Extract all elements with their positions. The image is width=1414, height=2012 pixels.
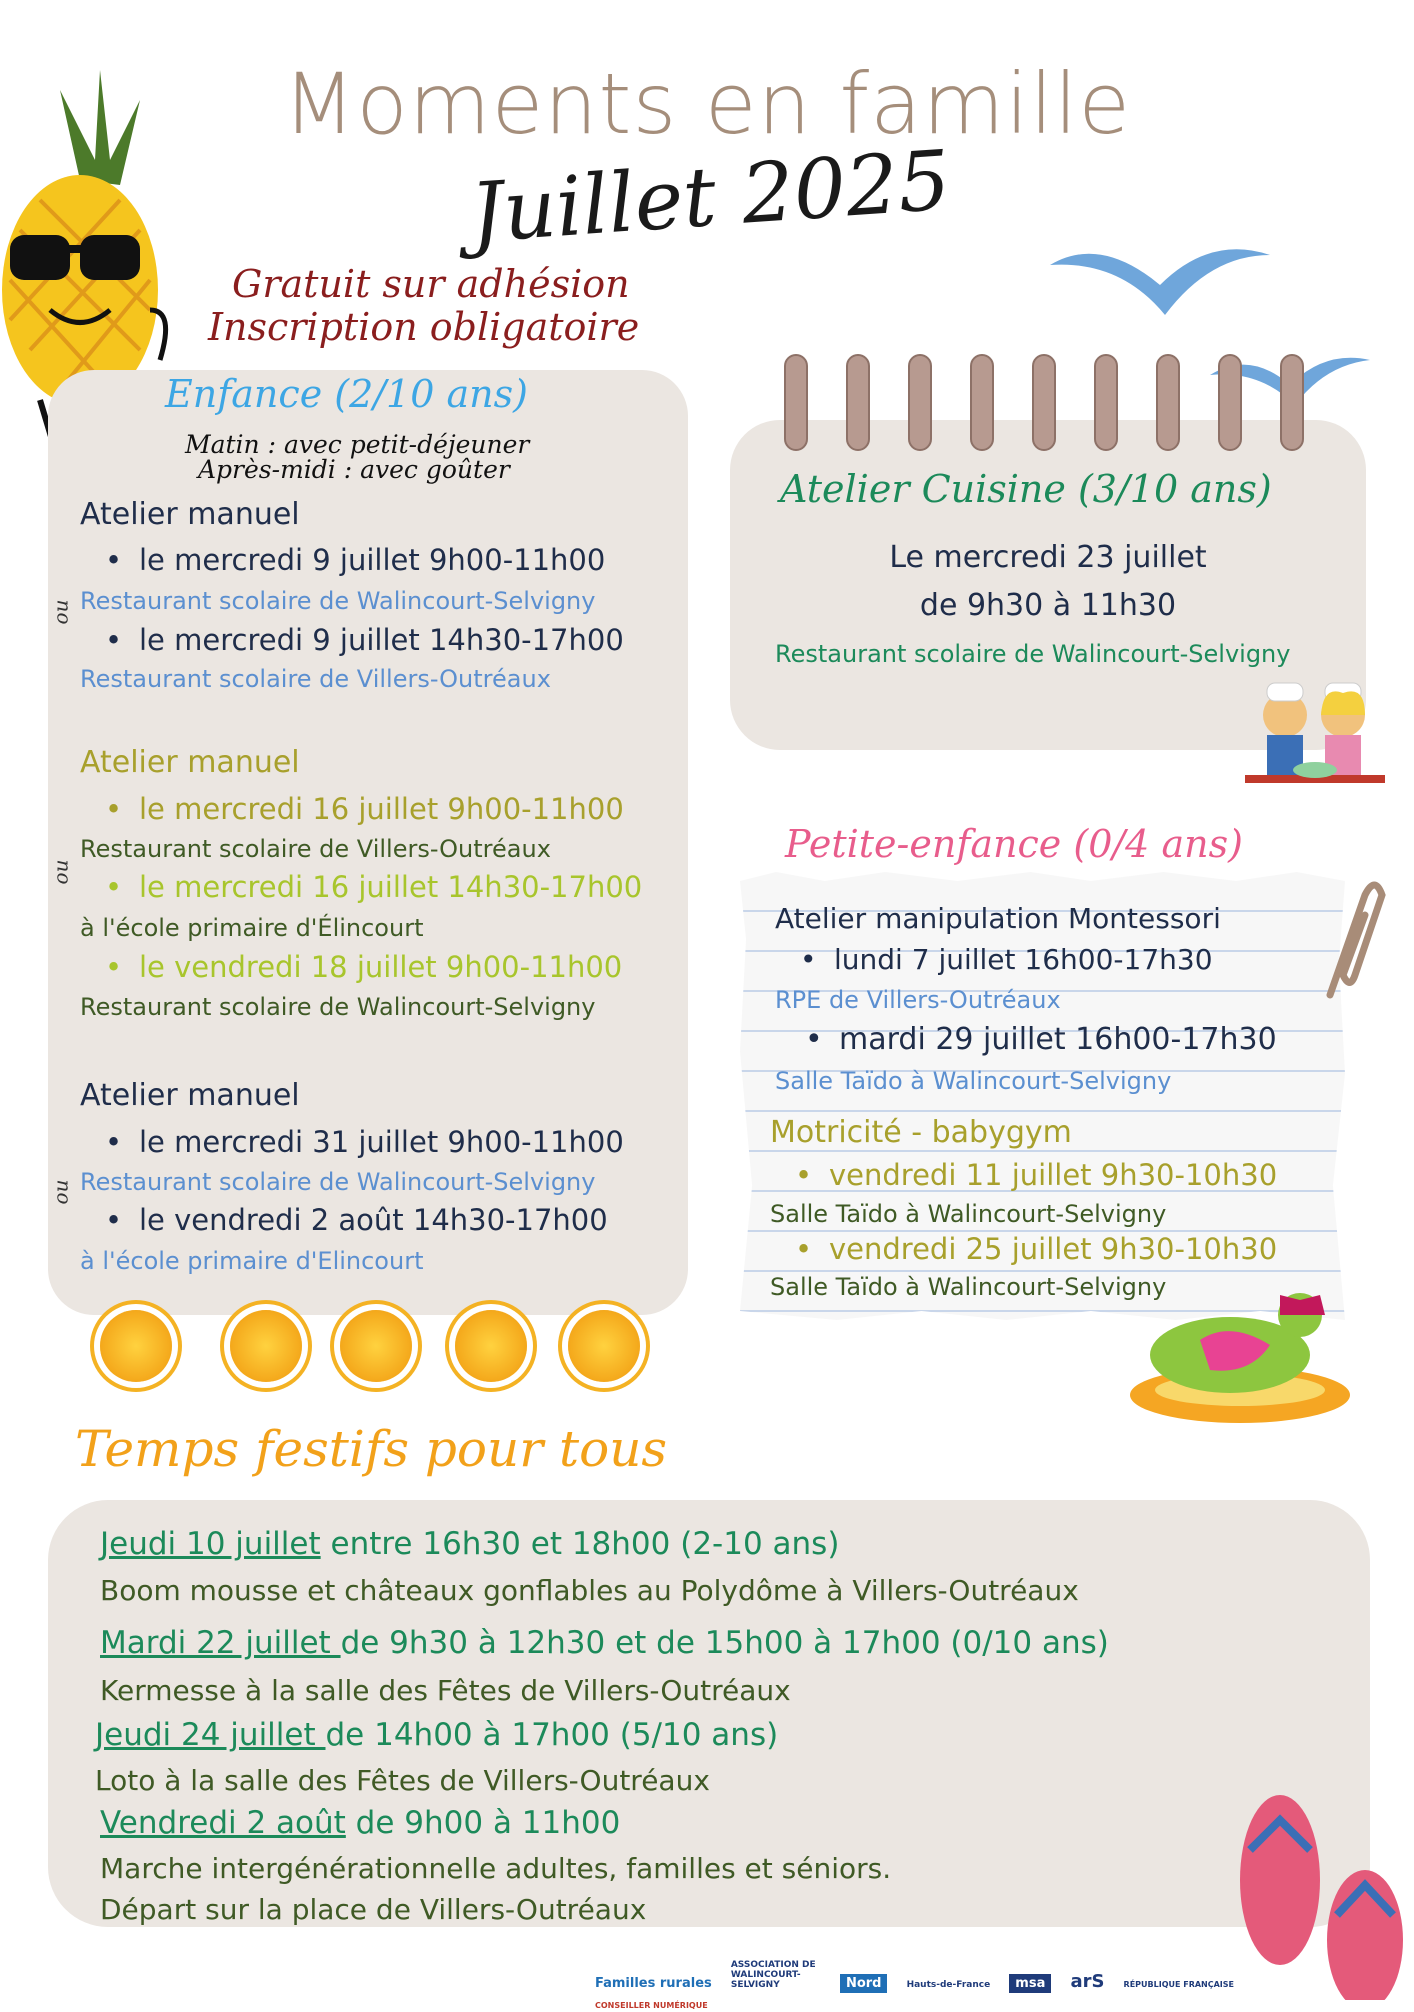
group3-item2-date: • le vendredi 2 août 14h30-17h00 xyxy=(105,1203,608,1237)
event1-line xyxy=(100,1526,839,1562)
babygym-place1: Salle Taïdo à Walincourt-Selvigny xyxy=(770,1200,1167,1228)
event3-desc: Loto à la salle des Fêtes de Villers-Outréaux xyxy=(95,1764,710,1797)
sun-icon xyxy=(100,1310,172,1382)
free-note: Gratuit sur adhésion xyxy=(232,262,630,306)
event2-time: de 9h30 à 12h30 et de 15h00 à 17h00 (0/10 ans) xyxy=(340,1625,1109,1661)
logo-nord: Nord xyxy=(840,1974,888,1993)
group2-item2-place: à l'école primaire d'Élincourt xyxy=(80,914,424,942)
group3-heading: Atelier manuel xyxy=(80,1078,300,1113)
event4-desc2: Départ sur la place de Villers-Outréaux xyxy=(100,1893,647,1926)
montessori-place1: RPE de Villers-Outréaux xyxy=(775,986,1061,1014)
enfance-note-morning: Matin : avec petit-déjeuner xyxy=(185,430,530,459)
event4-desc1: Marche intergénérationnelle adultes, familles et séniors. xyxy=(100,1852,892,1885)
event1-date: Jeudi 10 juillet xyxy=(100,1526,321,1562)
group1-heading: Atelier manuel xyxy=(80,497,300,532)
page-subtitle: Juillet 2025 xyxy=(467,133,954,262)
event3-time: de 14h00 à 17h00 (5/10 ans) xyxy=(325,1717,779,1753)
notepad-rings-icon xyxy=(775,350,1335,460)
festif-title: Temps festifs pour tous xyxy=(75,1420,668,1478)
cuisine-date: Le mercredi 23 juillet xyxy=(889,540,1207,575)
logo-familles-rurales: Familles rurales xyxy=(595,1976,712,1991)
sun-icon xyxy=(568,1310,640,1382)
enfance-note-afternoon: Après-midi : avec goûter xyxy=(198,455,510,484)
sun-icon xyxy=(340,1310,412,1382)
logo-ars: arS xyxy=(1070,1971,1105,1992)
event1-desc: Boom mousse et châteaux gonflables au Polydôme à Villers-Outréaux xyxy=(100,1574,1079,1607)
event1-time: entre 16h30 et 18h00 (2-10 ans) xyxy=(320,1526,840,1562)
event2-line xyxy=(100,1625,1109,1661)
event4-line xyxy=(100,1805,620,1841)
group2-item3-place: Restaurant scolaire de Walincourt-Selvigny xyxy=(80,993,596,1021)
montessori-heading: Atelier manipulation Montessori xyxy=(775,902,1221,935)
group1-item1-place: Restaurant scolaire de Walincourt-Selvigny xyxy=(80,587,596,615)
petite-title: Petite-enfance (0/4 ans) xyxy=(785,822,1243,866)
page-title: Moments en famille xyxy=(282,55,1132,153)
logo-msa: msa xyxy=(1009,1974,1051,1993)
kids-cooking-icon xyxy=(1245,675,1385,795)
group1-item2-place: Restaurant scolaire de Villers-Outréaux xyxy=(80,665,551,693)
group3-item1-date: • le mercredi 31 juillet 9h00-11h00 xyxy=(105,1125,624,1159)
group2-item1-place: Restaurant scolaire de Villers-Outréaux xyxy=(80,835,551,863)
group1-item1-date: • le mercredi 9 juillet 9h00-11h00 xyxy=(105,543,605,577)
event4-date: Vendredi 2 août xyxy=(100,1805,346,1841)
event3-date: Jeudi 24 juillet xyxy=(95,1717,326,1753)
cuisine-title: Atelier Cuisine (3/10 ans) xyxy=(780,467,1272,511)
babygym-item2: • vendredi 25 juillet 9h30-10h30 xyxy=(795,1232,1277,1266)
event2-date: Mardi 22 juillet xyxy=(100,1625,341,1661)
montessori-place2: Salle Taïdo à Walincourt-Selvigny xyxy=(775,1067,1172,1095)
group3-item2-place: à l'école primaire d'Elincourt xyxy=(80,1247,424,1275)
logo-hauts-de-france: Hauts-de-France xyxy=(906,1980,991,1990)
babygym-item1: • vendredi 11 juillet 9h30-10h30 xyxy=(795,1158,1277,1192)
registration-note: Inscription obligatoire xyxy=(208,305,640,349)
logo-republique: RÉPUBLIQUE FRANÇAISE xyxy=(1123,1980,1235,1989)
group2-heading: Atelier manuel xyxy=(80,745,300,780)
group2-item3-date: • le vendredi 18 juillet 9h00-11h00 xyxy=(105,950,622,984)
logo-conseiller: CONSEILLER NUMÉRIQUE xyxy=(595,2001,708,2010)
babygym-place2: Salle Taïdo à Walincourt-Selvigny xyxy=(770,1273,1167,1301)
logo-association: ASSOCIATION DE WALINCOURT-SELVIGNY xyxy=(730,1960,816,1990)
group2-item1-date: • le mercredi 16 juillet 9h00-11h00 xyxy=(105,792,624,826)
frog-float-icon xyxy=(1120,1270,1360,1430)
sun-icon xyxy=(455,1310,527,1382)
group3-item1-place: Restaurant scolaire de Walincourt-Selvigny xyxy=(80,1168,596,1196)
paperclip-icon xyxy=(1310,875,1390,1005)
babygym-heading: Motricité - babygym xyxy=(770,1115,1072,1150)
group2-item2-date: • le mercredi 16 juillet 14h30-17h00 xyxy=(105,870,642,904)
event3-line xyxy=(95,1717,778,1753)
cuisine-place: Restaurant scolaire de Walincourt-Selvigny xyxy=(775,640,1291,668)
group1-item2-date: • le mercredi 9 juillet 14h30-17h00 xyxy=(105,623,624,657)
enfance-title: Enfance (2/10 ans) xyxy=(165,372,528,416)
event4-time: de 9h00 à 11h00 xyxy=(345,1805,621,1841)
or-label-1: ou xyxy=(48,599,73,625)
montessori-item1: • lundi 7 juillet 16h00-17h30 xyxy=(800,943,1213,976)
sun-icon xyxy=(230,1310,302,1382)
montessori-item2: • mardi 29 juillet 16h00-17h30 xyxy=(805,1022,1277,1057)
or-label-3: ou xyxy=(48,1179,73,1205)
partner-logos xyxy=(595,1960,1255,2012)
event2-desc: Kermesse à la salle des Fêtes de Villers-Outréaux xyxy=(100,1674,791,1707)
or-label-2: ou xyxy=(48,859,73,885)
cuisine-time: de 9h30 à 11h30 xyxy=(919,588,1177,623)
